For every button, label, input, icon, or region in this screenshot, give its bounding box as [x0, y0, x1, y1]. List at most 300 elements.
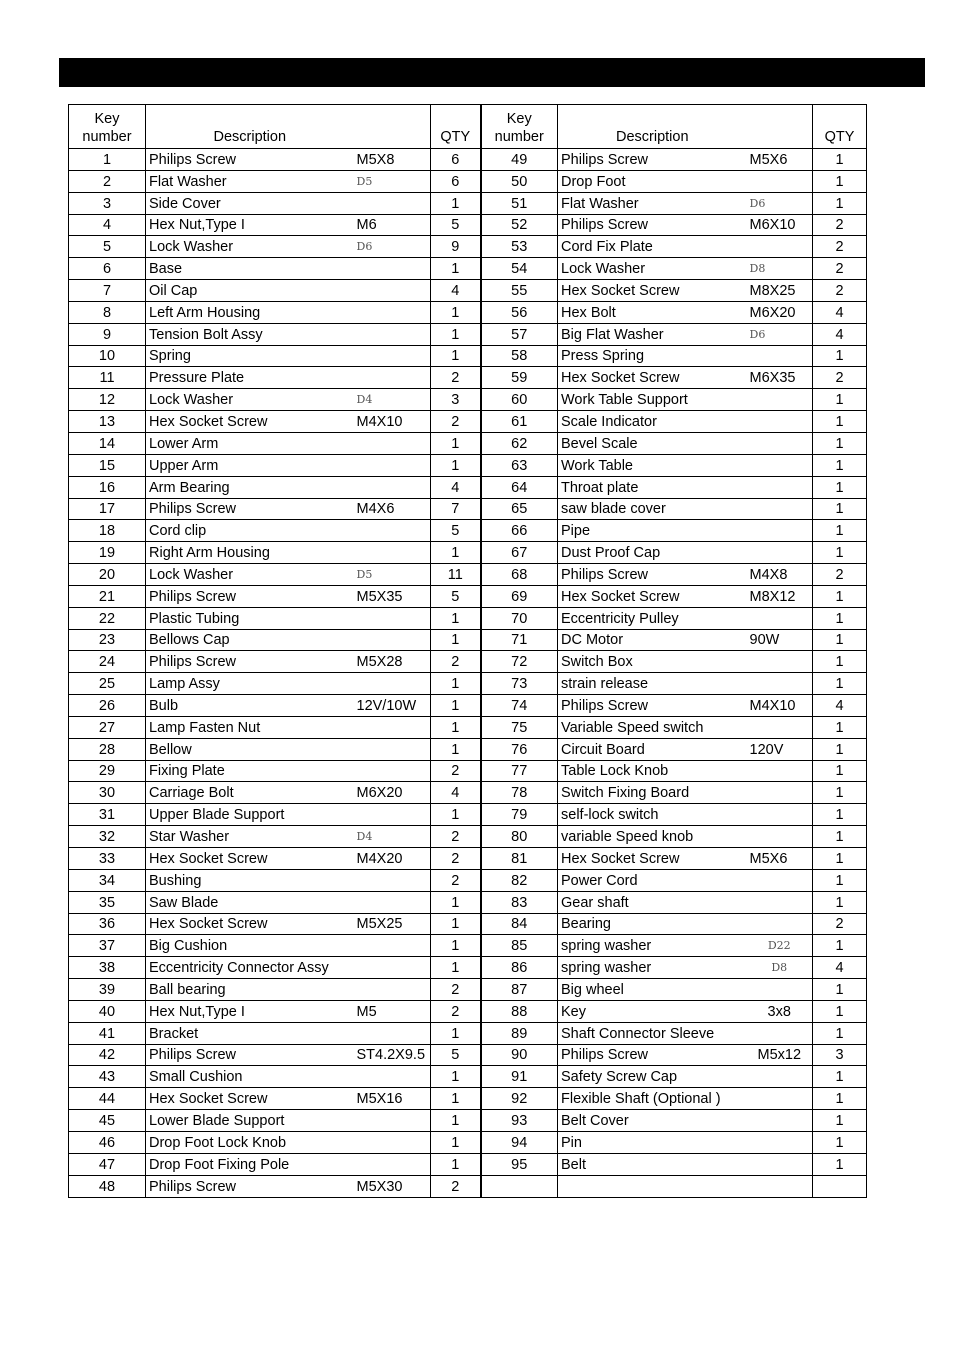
part-quantity: 2 [431, 979, 481, 1001]
part-quantity: 1 [431, 323, 481, 345]
part-description: Star Washer [146, 826, 354, 848]
table-row [69, 738, 867, 760]
part-quantity: 3 [813, 1044, 867, 1066]
part-size: D6 [747, 192, 813, 214]
part-size: 3x8 [747, 1000, 813, 1022]
part-size [747, 1131, 813, 1153]
part-size: M5X6 [747, 848, 813, 870]
part-size [747, 782, 813, 804]
part-key-number: 72 [481, 651, 558, 673]
part-description: Scale Indicator [558, 411, 747, 433]
part-key-number: 90 [481, 1044, 558, 1066]
part-description: Eccentricity Pulley [558, 607, 747, 629]
part-size: 12V/10W [354, 695, 431, 717]
part-size [747, 432, 813, 454]
part-size: M5 [354, 1000, 431, 1022]
part-size [354, 957, 431, 979]
part-quantity: 1 [813, 411, 867, 433]
part-quantity: 1 [431, 738, 481, 760]
part-size: M8X12 [747, 585, 813, 607]
table-row [69, 498, 867, 520]
part-key-number: 74 [481, 695, 558, 717]
part-quantity: 1 [813, 345, 867, 367]
table-row [69, 389, 867, 411]
part-size [747, 476, 813, 498]
key-number-header: Key number [481, 105, 558, 149]
table-row [69, 367, 867, 389]
part-quantity: 1 [813, 738, 867, 760]
table-row [69, 1131, 867, 1153]
part-description: Philips Screw [146, 149, 354, 171]
part-size: M8X25 [747, 280, 813, 302]
part-key-number: 26 [69, 695, 146, 717]
part-size [747, 716, 813, 738]
part-quantity: 1 [813, 454, 867, 476]
part-quantity: 1 [813, 629, 867, 651]
part-key-number: 20 [69, 564, 146, 586]
part-key-number: 95 [481, 1153, 558, 1175]
part-size [354, 432, 431, 454]
part-quantity: 2 [431, 760, 481, 782]
part-description: Philips Screw [558, 564, 747, 586]
part-quantity: 1 [813, 826, 867, 848]
part-size [354, 520, 431, 542]
part-key-number: 2 [69, 170, 146, 192]
part-size: M6X20 [747, 301, 813, 323]
part-description: Switch Fixing Board [558, 782, 747, 804]
part-description: Hex Nut,Type I [146, 214, 354, 236]
part-description: Pressure Plate [146, 367, 354, 389]
part-quantity: 1 [431, 345, 481, 367]
table-row [69, 935, 867, 957]
part-size [354, 760, 431, 782]
part-key-number: 77 [481, 760, 558, 782]
part-description: Right Arm Housing [146, 542, 354, 564]
part-key-number: 93 [481, 1110, 558, 1132]
part-key-number: 88 [481, 1000, 558, 1022]
part-description: Flat Washer [558, 192, 747, 214]
part-quantity: 2 [431, 1000, 481, 1022]
part-key-number: 22 [69, 607, 146, 629]
part-key-number: 54 [481, 258, 558, 280]
part-quantity: 1 [813, 935, 867, 957]
part-description: Drop Foot [558, 170, 747, 192]
part-description: Bevel Scale [558, 432, 747, 454]
part-key-number: 8 [69, 301, 146, 323]
table-row [69, 345, 867, 367]
part-description: variable Speed knob [558, 826, 747, 848]
table-row [69, 1022, 867, 1044]
part-description: Philips Screw [146, 1044, 354, 1066]
part-key-number: 44 [69, 1088, 146, 1110]
table-row [69, 979, 867, 1001]
part-quantity: 1 [431, 695, 481, 717]
part-key-number: 7 [69, 280, 146, 302]
part-key-number [481, 1175, 558, 1197]
part-size [354, 716, 431, 738]
part-description: Key [558, 1000, 747, 1022]
part-quantity: 6 [431, 149, 481, 171]
part-quantity: 1 [431, 1022, 481, 1044]
part-description: Philips Screw [146, 498, 354, 520]
part-quantity: 1 [813, 979, 867, 1001]
part-key-number: 24 [69, 651, 146, 673]
table-row [69, 869, 867, 891]
part-key-number: 3 [69, 192, 146, 214]
part-key-number: 5 [69, 236, 146, 258]
part-quantity: 1 [813, 432, 867, 454]
part-description: Lamp Fasten Nut [146, 716, 354, 738]
part-key-number: 12 [69, 389, 146, 411]
part-size: ST4.2X9.5 [354, 1044, 431, 1066]
part-size [354, 301, 431, 323]
part-quantity: 1 [813, 1088, 867, 1110]
part-key-number: 57 [481, 323, 558, 345]
part-size [747, 1088, 813, 1110]
table-row [69, 1175, 867, 1197]
part-description: self-lock switch [558, 804, 747, 826]
part-size: M6X35 [747, 367, 813, 389]
table-row [69, 1153, 867, 1175]
part-description: Pipe [558, 520, 747, 542]
part-size: M6 [354, 214, 431, 236]
part-quantity: 5 [431, 214, 481, 236]
table-row [69, 454, 867, 476]
qty-header: QTY [813, 105, 867, 149]
part-description: Philips Screw [558, 149, 747, 171]
part-size [354, 1131, 431, 1153]
table-row [69, 848, 867, 870]
part-key-number: 80 [481, 826, 558, 848]
part-quantity: 1 [431, 1131, 481, 1153]
parts-list-body [69, 149, 867, 1198]
part-size [354, 1022, 431, 1044]
part-key-number: 49 [481, 149, 558, 171]
part-size [747, 236, 813, 258]
part-description: Belt Cover [558, 1110, 747, 1132]
part-description: Drop Foot Lock Knob [146, 1131, 354, 1153]
part-key-number: 91 [481, 1066, 558, 1088]
part-description: Hex Socket Screw [146, 411, 354, 433]
part-key-number: 36 [69, 913, 146, 935]
part-description: Bellow [146, 738, 354, 760]
part-size [747, 869, 813, 891]
part-key-number: 55 [481, 280, 558, 302]
part-key-number: 62 [481, 432, 558, 454]
table-row [69, 149, 867, 171]
part-size: 90W [747, 629, 813, 651]
part-key-number: 39 [69, 979, 146, 1001]
part-quantity: 1 [431, 913, 481, 935]
part-size: D4 [354, 389, 431, 411]
part-description: Bulb [146, 695, 354, 717]
part-size: D6 [747, 323, 813, 345]
part-description [558, 1175, 747, 1197]
part-key-number: 18 [69, 520, 146, 542]
part-size [354, 280, 431, 302]
part-key-number: 60 [481, 389, 558, 411]
table-row [69, 957, 867, 979]
table-row [69, 1110, 867, 1132]
part-quantity: 1 [431, 673, 481, 695]
part-size [354, 345, 431, 367]
part-quantity: 4 [813, 957, 867, 979]
table-row [69, 323, 867, 345]
part-size [354, 629, 431, 651]
part-description: spring washer [558, 935, 747, 957]
part-quantity: 4 [431, 280, 481, 302]
part-size [354, 935, 431, 957]
part-quantity: 2 [813, 258, 867, 280]
part-quantity: 1 [431, 891, 481, 913]
part-size [747, 345, 813, 367]
part-quantity: 2 [813, 280, 867, 302]
part-key-number: 68 [481, 564, 558, 586]
part-description: Lower Arm [146, 432, 354, 454]
table-row [69, 1066, 867, 1088]
part-size [747, 542, 813, 564]
part-size: M5X25 [354, 913, 431, 935]
part-size: M5X16 [354, 1088, 431, 1110]
part-size: M6X20 [354, 782, 431, 804]
size-header [747, 105, 813, 149]
part-size [354, 869, 431, 891]
part-description: spring washer [558, 957, 747, 979]
part-quantity: 2 [431, 1175, 481, 1197]
part-quantity: 2 [431, 826, 481, 848]
part-size [747, 891, 813, 913]
part-description: Hex Socket Screw [558, 367, 747, 389]
part-key-number: 51 [481, 192, 558, 214]
table-row [69, 258, 867, 280]
part-quantity: 1 [431, 1066, 481, 1088]
part-description: Safety Screw Cap [558, 1066, 747, 1088]
part-description: saw blade cover [558, 498, 747, 520]
part-quantity: 3 [431, 389, 481, 411]
table-row [69, 476, 867, 498]
part-quantity: 2 [813, 913, 867, 935]
part-description: Hex Socket Screw [146, 913, 354, 935]
part-description: Lock Washer [558, 258, 747, 280]
part-description: Table Lock Knob [558, 760, 747, 782]
part-description: Lock Washer [146, 389, 354, 411]
part-size [354, 1066, 431, 1088]
part-quantity: 1 [813, 673, 867, 695]
part-size: M4X10 [354, 411, 431, 433]
part-key-number: 65 [481, 498, 558, 520]
part-size: M4X10 [747, 695, 813, 717]
table-row [69, 607, 867, 629]
part-description: Flexible Shaft (Optional ) [558, 1088, 747, 1110]
part-quantity: 1 [431, 804, 481, 826]
table-row [69, 695, 867, 717]
part-description: Fixing Plate [146, 760, 354, 782]
part-quantity: 1 [813, 891, 867, 913]
part-description: Hex Socket Screw [146, 848, 354, 870]
part-size [354, 607, 431, 629]
part-size [354, 1153, 431, 1175]
part-quantity: 2 [431, 869, 481, 891]
part-key-number: 46 [69, 1131, 146, 1153]
table-row [69, 673, 867, 695]
part-description: Small Cushion [146, 1066, 354, 1088]
part-key-number: 4 [69, 214, 146, 236]
part-size [354, 738, 431, 760]
part-quantity [813, 1175, 867, 1197]
part-key-number: 43 [69, 1066, 146, 1088]
part-quantity: 1 [813, 476, 867, 498]
part-key-number: 16 [69, 476, 146, 498]
part-key-number: 69 [481, 585, 558, 607]
part-key-number: 45 [69, 1110, 146, 1132]
part-key-number: 41 [69, 1022, 146, 1044]
part-size [747, 170, 813, 192]
part-size [354, 476, 431, 498]
part-quantity: 5 [431, 1044, 481, 1066]
table-row [69, 826, 867, 848]
part-key-number: 66 [481, 520, 558, 542]
part-description: Lock Washer [146, 236, 354, 258]
part-description: Spring [146, 345, 354, 367]
qty-header: QTY [431, 105, 481, 149]
part-quantity: 1 [813, 192, 867, 214]
part-size [747, 411, 813, 433]
part-description: Arm Bearing [146, 476, 354, 498]
part-description: Work Table Support [558, 389, 747, 411]
part-size [354, 454, 431, 476]
part-key-number: 37 [69, 935, 146, 957]
part-size [747, 498, 813, 520]
part-key-number: 89 [481, 1022, 558, 1044]
part-quantity: 2 [431, 848, 481, 870]
part-description: Philips Screw [146, 585, 354, 607]
part-key-number: 78 [481, 782, 558, 804]
table-row [69, 629, 867, 651]
part-description: Hex Bolt [558, 301, 747, 323]
part-size [747, 673, 813, 695]
part-size: M5x12 [747, 1044, 813, 1066]
part-key-number: 10 [69, 345, 146, 367]
part-key-number: 40 [69, 1000, 146, 1022]
part-size: M5X6 [747, 149, 813, 171]
part-quantity: 1 [813, 848, 867, 870]
part-description: Saw Blade [146, 891, 354, 913]
part-size: M5X30 [354, 1175, 431, 1197]
part-key-number: 13 [69, 411, 146, 433]
part-quantity: 1 [431, 454, 481, 476]
part-size [747, 1022, 813, 1044]
part-key-number: 81 [481, 848, 558, 870]
part-quantity: 5 [431, 520, 481, 542]
table-row [69, 411, 867, 433]
part-key-number: 59 [481, 367, 558, 389]
part-key-number: 56 [481, 301, 558, 323]
part-quantity: 2 [431, 367, 481, 389]
part-description: Philips Screw [558, 214, 747, 236]
part-key-number: 58 [481, 345, 558, 367]
part-quantity: 1 [813, 1022, 867, 1044]
part-key-number: 32 [69, 826, 146, 848]
table-row [69, 542, 867, 564]
part-key-number: 15 [69, 454, 146, 476]
part-key-number: 30 [69, 782, 146, 804]
part-size [747, 913, 813, 935]
part-key-number: 19 [69, 542, 146, 564]
part-size [747, 826, 813, 848]
part-quantity: 9 [431, 236, 481, 258]
part-key-number: 34 [69, 869, 146, 891]
part-size [354, 979, 431, 1001]
part-key-number: 23 [69, 629, 146, 651]
part-description: Work Table [558, 454, 747, 476]
part-size [354, 192, 431, 214]
part-size: D22 [747, 935, 813, 957]
header-bar [59, 58, 925, 87]
part-quantity: 2 [813, 564, 867, 586]
part-description: Hex Socket Screw [146, 1088, 354, 1110]
part-size: M5X35 [354, 585, 431, 607]
part-quantity: 1 [813, 170, 867, 192]
part-description: Side Cover [146, 192, 354, 214]
part-quantity: 1 [813, 542, 867, 564]
part-key-number: 25 [69, 673, 146, 695]
table-header-row [69, 105, 867, 149]
part-description: Big wheel [558, 979, 747, 1001]
part-description: Base [146, 258, 354, 280]
part-key-number: 38 [69, 957, 146, 979]
part-size [747, 1153, 813, 1175]
part-quantity: 1 [813, 1131, 867, 1153]
part-key-number: 86 [481, 957, 558, 979]
part-quantity: 2 [813, 214, 867, 236]
part-size [747, 454, 813, 476]
table-row [69, 804, 867, 826]
part-quantity: 1 [431, 301, 481, 323]
part-key-number: 92 [481, 1088, 558, 1110]
part-quantity: 1 [813, 782, 867, 804]
part-quantity: 2 [431, 411, 481, 433]
part-key-number: 52 [481, 214, 558, 236]
part-key-number: 9 [69, 323, 146, 345]
part-key-number: 31 [69, 804, 146, 826]
part-key-number: 70 [481, 607, 558, 629]
part-size [354, 542, 431, 564]
part-quantity: 1 [813, 716, 867, 738]
part-quantity: 1 [431, 1088, 481, 1110]
table-row [69, 585, 867, 607]
part-key-number: 67 [481, 542, 558, 564]
part-description: Dust Proof Cap [558, 542, 747, 564]
part-key-number: 79 [481, 804, 558, 826]
part-description: Belt [558, 1153, 747, 1175]
part-key-number: 94 [481, 1131, 558, 1153]
part-description: Drop Foot Fixing Pole [146, 1153, 354, 1175]
part-quantity: 1 [431, 192, 481, 214]
part-quantity: 1 [431, 432, 481, 454]
part-description: Big Cushion [146, 935, 354, 957]
part-size [747, 804, 813, 826]
part-key-number: 75 [481, 716, 558, 738]
part-quantity: 1 [813, 1066, 867, 1088]
part-description: Ball bearing [146, 979, 354, 1001]
part-quantity: 1 [431, 607, 481, 629]
part-size: M4X6 [354, 498, 431, 520]
part-description: Power Cord [558, 869, 747, 891]
part-size: D6 [354, 236, 431, 258]
part-size [747, 1110, 813, 1132]
part-description: Eccentricity Connector Assy [146, 957, 354, 979]
part-size [747, 979, 813, 1001]
